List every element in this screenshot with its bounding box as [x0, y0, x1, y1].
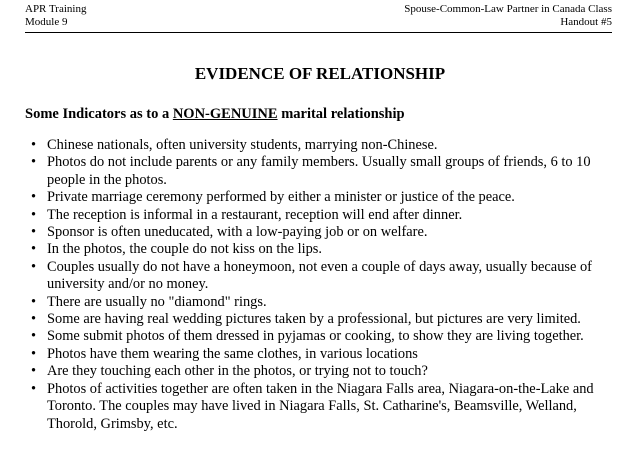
list-item — [25, 259, 625, 294]
bullet-icon: • — [31, 154, 37, 171]
section-heading — [25, 105, 405, 123]
indicator-list — [25, 137, 625, 433]
list-item-text: Chinese nationals, often university students, marrying non-Chinese. — [47, 137, 438, 153]
list-item — [25, 381, 625, 433]
page-title: EVIDENCE OF RELATIONSHIP — [194, 64, 446, 83]
list-item — [25, 294, 625, 311]
section-heading-emphasis: NON-GENUINE — [172, 106, 278, 122]
list-item — [25, 363, 625, 380]
list-item-text: The reception is informal in a restaurant, reception will end after dinner. — [47, 206, 463, 223]
bullet-icon: • — [31, 137, 37, 153]
list-item — [25, 241, 625, 258]
list-item-text: Photos do not include parents or any family members. Usually small groups of friends, 6 to 10 people in the photos. — [47, 154, 591, 188]
list-item-text: Some submit photos of them dressed in pyjamas or cooking, to show they are living together. — [47, 328, 584, 345]
header-handout: Handout #5 — [560, 16, 612, 28]
list-item — [25, 189, 625, 206]
header-right — [404, 3, 612, 29]
list-item-text: Couples usually do not have a honeymoon, not even a couple of days away, usually because of university and/or no money. — [47, 258, 592, 293]
header-divider — [25, 32, 612, 33]
bullet-icon: • — [31, 224, 37, 241]
bullet-icon: • — [31, 241, 37, 258]
bullet-icon: • — [31, 189, 37, 206]
header-left — [25, 3, 86, 29]
bullet-icon: • — [31, 258, 37, 275]
bullet-icon: • — [31, 206, 37, 223]
list-item-text: Photos have them wearing the same clothes, in various locations — [47, 345, 418, 362]
section-heading-prefix: Some Indicators as to a — [25, 106, 173, 122]
list-item-text: Sponsor is often uneducated, with a low-paying job or on welfare. — [47, 224, 428, 241]
list-item-text: There are usually no "diamond" rings. — [47, 293, 267, 310]
bullet-icon: • — [31, 345, 37, 362]
header-course: APR Training — [25, 3, 87, 15]
list-item — [25, 328, 625, 345]
list-item — [25, 311, 625, 328]
list-item-text: In the photos, the couple do not kiss on the lips. — [47, 241, 322, 258]
list-item — [25, 224, 625, 241]
list-item — [25, 346, 625, 363]
header-module: Module 9 — [25, 16, 68, 28]
bullet-icon: • — [31, 328, 37, 345]
bullet-icon: • — [31, 363, 37, 380]
bullet-icon: • — [31, 311, 37, 328]
bullet-icon: • — [31, 293, 37, 310]
list-item — [25, 137, 625, 154]
list-item-text: Private marriage ceremony performed by either a minister or justice of the peace. — [47, 189, 515, 206]
list-item-text: Some are having real wedding pictures taken by a professional, but pictures are very limited. — [47, 311, 581, 328]
header-class-name: Spouse-Common-Law Partner in Canada Class — [404, 3, 612, 15]
list-item — [25, 207, 625, 224]
bullet-icon: • — [31, 380, 37, 397]
list-item — [25, 154, 625, 189]
section-heading-suffix: marital relationship — [277, 106, 405, 122]
list-item-text: Photos of activities together are often taken in the Niagara Falls area, Niagara-on-the-Lake and Toronto. The couples may have lived in Niagara Falls, St. Catharine's, Beamsville, Welland, Thorold, Grimsby, etc. — [47, 380, 594, 432]
list-item-text: Are they touching each other in the photos, or trying not to touch? — [47, 363, 428, 380]
